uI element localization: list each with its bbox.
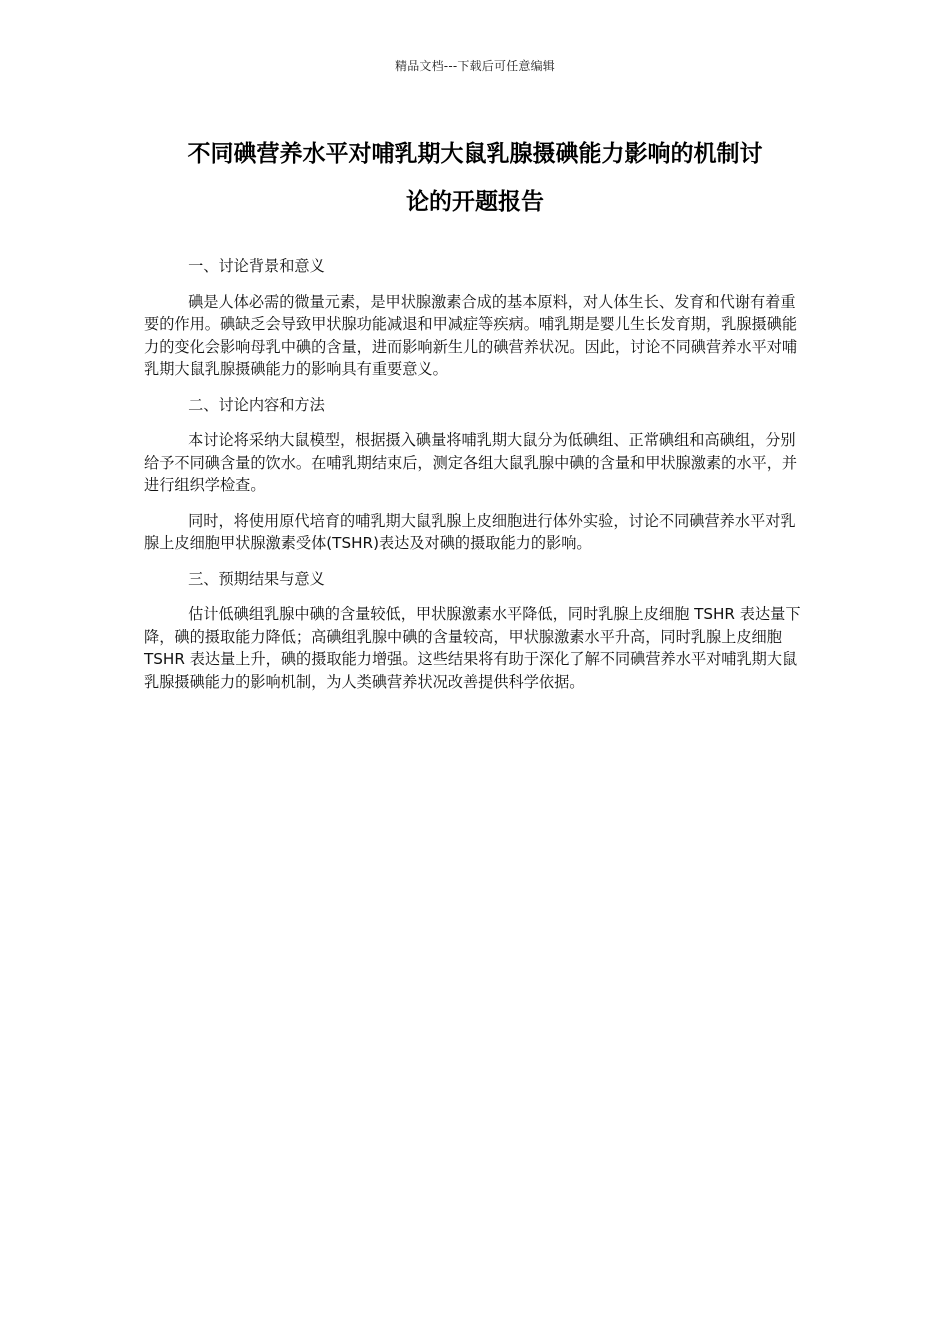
page-header-note: 精品文档---下载后可任意编辑 [395,59,555,73]
document-title-line-2: 论的开题报告 [406,189,544,215]
section-heading: 一、讨论背景和意义 [188,257,325,275]
section-heading: 二、讨论内容和方法 [188,395,325,414]
document-title-line-1: 不同碘营养水平对哺乳期大鼠乳腺摄碘能力影响的机制讨 [187,141,763,167]
section-heading: 三、预期结果与意义 [188,569,325,588]
section-background [144,255,806,381]
paragraph: 本讨论将采纳大鼠模型，根据摄入碘量将哺乳期大鼠分为低碘组、正常碘组和高碘组，分别给予不同碘含量的饮水。在哺乳期结束后，测定各组大鼠乳腺中碘的含量和甲状腺激素的水平，并进行组织学检查。 [144,431,798,494]
section-content-methods [144,394,806,555]
section-expected-results [144,568,806,694]
paragraph: 碘是人体必需的微量元素，是甲状腺激素合成的基本原料，对人体生长、发育和代谢有着重要的作用。碘缺乏会导致甲状腺功能减退和甲减症等疾病。哺乳期是婴儿生长发育期，乳腺摄碘能力的变化会影响母乳中碘的含量，进而影响新生儿的碘营养状况。因此，讨论不同碘营养水平对哺乳期大鼠乳腺摄碘能力的影响具有重要意义。 [144,292,798,378]
document-title [150,130,800,226]
paragraph: 同时，将使用原代培育的哺乳期大鼠乳腺上皮细胞进行体外实验，讨论不同碘营养水平对乳腺上皮细胞甲状腺激素受体(TSHR)表达及对碘的摄取能力的影响。 [144,511,796,552]
document-body [144,255,806,706]
paragraph: 估计低碘组乳腺中碘的含量较低，甲状腺激素水平降低，同时乳腺上皮细胞 TSHR 表达量下降，碘的摄取能力降低；高碘组乳腺中碘的含量较高，甲状腺激素水平升高，同时乳腺上皮细胞 TSHR 表达量上升，碘的摄取能力增强。这些结果将有助于深化了解不同碘营养水平对哺乳期大鼠乳腺摄碘能力的影响机制，为人类碘营养状况改善提供科学依据。 [144,605,801,691]
